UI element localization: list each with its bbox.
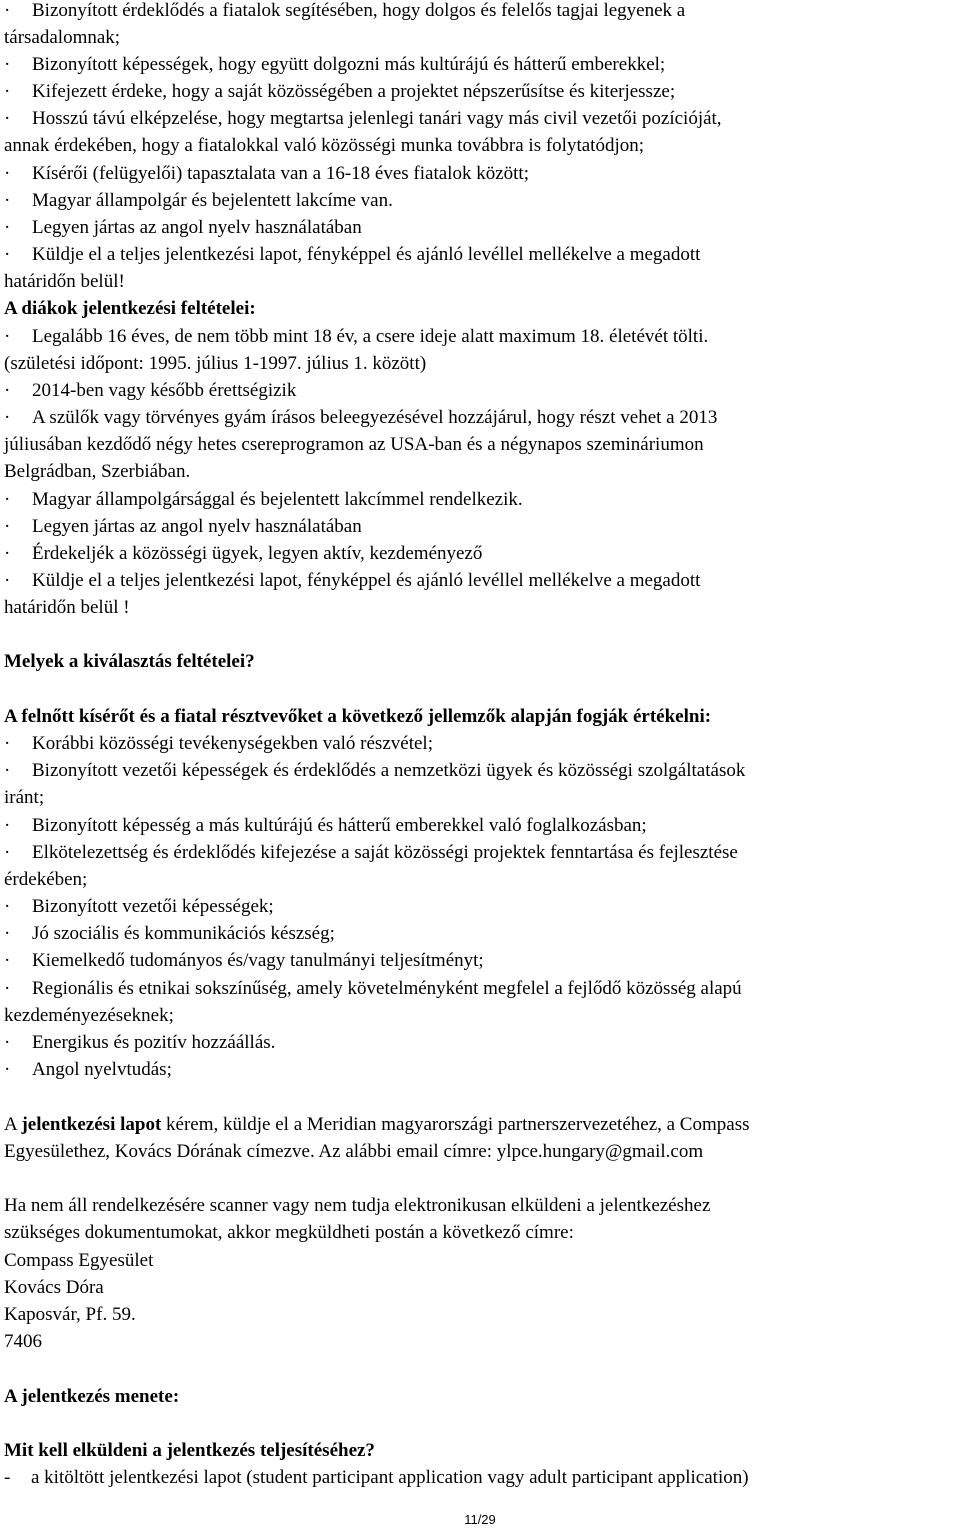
bullet-dot-icon: · <box>4 1032 11 1053</box>
bullet-dot-icon: · <box>4 815 11 836</box>
text-line <box>4 1005 174 1027</box>
bullet-dot-icon: · <box>4 380 11 401</box>
line-text: Ha nem áll rendelkezésére scanner vagy nem tudja elektronikusan elküldeni a jelentkezéshez <box>4 1195 711 1216</box>
text-line <box>4 1331 42 1353</box>
line-text: Bizonyított képességek, hogy együtt dolgozni más kultúrájú és hátterű emberekkel; <box>32 54 666 75</box>
line-text: Mit kell elküldeni a jelentkezés teljesítéséhez? <box>4 1440 375 1461</box>
bullet-item <box>4 326 708 348</box>
bullet-item <box>4 489 523 511</box>
line-text: Jó szociális és kommunikációs készség; <box>32 923 335 944</box>
bullet-dot-icon: · <box>4 896 11 917</box>
bullet-item <box>4 842 738 864</box>
bullet-dot-icon: · <box>4 0 11 21</box>
bullet-item <box>4 815 647 837</box>
bullet-dot-icon: · <box>4 923 11 944</box>
text-segment: A <box>4 1114 22 1135</box>
line-text: Egyesülethez, Kovács Dórának címezve. Az alábbi email címre: ylpce.hungary@gmail.com <box>4 1141 704 1162</box>
bullet-dot-icon: · <box>4 190 11 211</box>
bullet-dot-icon: · <box>4 81 11 102</box>
emphasis-segment: jelentkezési lapot <box>21 1114 162 1135</box>
line-text: 2014-ben vagy később érettségizik <box>32 380 297 401</box>
bullet-dot-icon: · <box>4 543 11 564</box>
line-text: iránt; <box>4 787 45 808</box>
bullet-dot-icon: · <box>4 1059 11 1080</box>
bullet-dot-icon: · <box>4 217 11 238</box>
line-text: annak érdekében, hogy a fiatalokkal való közösségi munka továbbra is folytatódjon; <box>4 135 645 156</box>
bullet-item <box>4 217 362 239</box>
application-instructions-line <box>4 1114 749 1136</box>
line-text: Melyek a kiválasztás feltételei? <box>4 651 255 672</box>
text-line <box>4 597 130 619</box>
bullet-dot-icon: · <box>4 489 11 510</box>
bullet-dot-icon: · <box>4 733 11 754</box>
line-text: szükséges dokumentumokat, akkor megküldheti postán a következő címre: <box>4 1222 574 1243</box>
text-line <box>4 787 44 809</box>
bullet-dot-icon: · <box>4 326 11 347</box>
text-segment: kérem, küldje el a Meridian magyarországi partnerszervezetéhez, a Compass <box>161 1114 750 1135</box>
line-text: A szülők vagy törvényes gyám írásos beleegyezésével hozzájárul, hogy részt vehet a 2013 <box>32 407 718 428</box>
line-text: Kiemelkedő tudományos és/vagy tanulmányi teljesítményt; <box>32 950 484 971</box>
page-number: 11/29 <box>464 1512 496 1527</box>
bullet-item <box>4 543 482 565</box>
bullet-item <box>4 570 700 592</box>
dash-marker: - <box>4 1467 11 1488</box>
bullet-item <box>4 54 665 76</box>
bullet-item <box>4 190 393 212</box>
line-text: Korábbi közösségi tevékenységekben való részvétel; <box>32 733 433 754</box>
bullet-dot-icon: · <box>4 760 11 781</box>
bullet-item <box>4 380 296 402</box>
section-heading <box>4 651 255 673</box>
text-line <box>4 135 644 157</box>
bullet-dot-icon: · <box>4 54 11 75</box>
bullet-item <box>4 163 529 185</box>
line-text: Kovács Dóra <box>4 1277 104 1298</box>
bullet-item <box>4 81 675 103</box>
bullet-item <box>4 923 335 945</box>
line-text: Bizonyított képesség a más kultúrájú és hátterű emberekkel való foglalkozásban; <box>32 815 647 836</box>
line-text: A felnőtt kísérőt és a fiatal résztvevőket a következő jellemzők alapján fogják értékelni: <box>4 706 712 727</box>
line-text: Energikus és pozitív hozzáállás. <box>32 1032 276 1053</box>
section-heading <box>4 1440 375 1462</box>
bullet-item <box>4 760 745 782</box>
line-text: Érdekeljék a közösségi ügyek, legyen aktív, kezdeményező <box>32 543 483 564</box>
bullet-item <box>4 733 433 755</box>
bullet-item <box>4 516 362 538</box>
bullet-dot-icon: · <box>4 108 11 129</box>
line-text: Kaposvár, Pf. 59. <box>4 1304 136 1325</box>
bullet-item <box>4 978 742 1000</box>
bullet-dot-icon: · <box>4 950 11 971</box>
bullet-dot-icon: · <box>4 516 11 537</box>
section-heading <box>4 298 256 320</box>
bullet-dot-icon: · <box>4 244 11 265</box>
line-text: A jelentkezés menete: <box>4 1386 180 1407</box>
text-line <box>4 434 704 456</box>
bullet-item <box>4 950 484 972</box>
line-text: kezdeményezéseknek; <box>4 1005 174 1026</box>
bullet-item <box>4 0 685 22</box>
required-document-item <box>4 1467 749 1489</box>
line-text: Küldje el a teljes jelentkezési lapot, fényképpel és ajánló levéllel mellékelve a megadott <box>32 570 701 591</box>
bullet-dot-icon: · <box>4 978 11 999</box>
line-text: Legalább 16 éves, de nem több mint 18 év, a csere ideje alatt maximum 18. életévét tölti. <box>32 326 709 347</box>
line-text: Legyen jártas az angol nyelv használatában <box>32 516 362 537</box>
text-line <box>4 271 125 293</box>
text-line <box>4 27 120 49</box>
text-line <box>4 461 190 483</box>
text-line <box>4 1250 153 1272</box>
line-text: (születési időpont: 1995. július 1-1997. július 1. között) <box>4 353 427 374</box>
section-heading <box>4 1386 179 1408</box>
line-text: társadalomnak; <box>4 27 121 48</box>
line-text: 7406 <box>4 1331 42 1352</box>
bullet-dot-icon: · <box>4 407 11 428</box>
line-text: Angol nyelvtudás; <box>32 1059 172 1080</box>
text-line <box>4 869 87 891</box>
line-text: Kísérői (felügyelői) tapasztalata van a 16-18 éves fiatalok között; <box>32 163 529 184</box>
section-heading <box>4 706 711 728</box>
line-text: Legyen jártas az angol nyelv használatában <box>32 217 362 238</box>
text-line <box>4 353 426 375</box>
line-text: határidőn belül! <box>4 271 125 292</box>
line-text: A diákok jelentkezési feltételei: <box>4 298 256 319</box>
item-text: a kitöltött jelentkezési lapot (student participant application vagy adult participant application) <box>31 1467 749 1488</box>
line-text: Regionális és etnikai sokszínűség, amely követelményként megfelel a fejlődő közösség alapú <box>32 978 742 999</box>
bullet-dot-icon: · <box>4 570 11 591</box>
text-line <box>4 1195 710 1217</box>
text-line <box>4 1141 703 1163</box>
line-text: érdekében; <box>4 869 88 890</box>
bullet-dot-icon: · <box>4 163 11 184</box>
text-line <box>4 1304 136 1326</box>
line-text: Elkötelezettség és érdeklődés kifejezése a saját közösségi projektek fenntartása és fejlesztése <box>32 842 738 863</box>
line-text: Compass Egyesület <box>4 1250 154 1271</box>
bullet-item <box>4 896 274 918</box>
line-text: júliusában kezdődő négy hetes csereprogramon az USA-ban és a négynapos szemináriumon <box>4 434 704 455</box>
text-line <box>4 1277 104 1299</box>
line-text: Belgrádban, Szerbiában. <box>4 461 191 482</box>
bullet-item <box>4 1059 172 1081</box>
line-text: Magyar állampolgársággal és bejelentett lakcímmel rendelkezik. <box>32 489 523 510</box>
line-text: Hosszú távú elképzelése, hogy megtartsa jelenlegi tanári vagy más civil vezetői pozícióját, <box>32 108 722 129</box>
text-line <box>4 1222 574 1244</box>
line-text: határidőn belül ! <box>4 597 130 618</box>
bullet-item <box>4 244 700 266</box>
line-text: Bizonyított vezetői képességek; <box>32 896 274 917</box>
line-text: Bizonyított érdeklődés a fiatalok segítésében, hogy dolgos és felelős tagjai legyenek a <box>32 0 686 21</box>
bullet-dot-icon: · <box>4 842 11 863</box>
line-text: Küldje el a teljes jelentkezési lapot, fényképpel és ajánló levéllel mellékelve a megadott <box>32 244 701 265</box>
line-text: Bizonyított vezetői képességek és érdeklődés a nemzetközi ügyek és közösségi szolgáltatások <box>32 760 746 781</box>
bullet-item <box>4 108 722 130</box>
bullet-item <box>4 407 717 429</box>
line-text: Magyar állampolgár és bejelentett lakcíme van. <box>32 190 393 211</box>
line-text: Kifejezett érdeke, hogy a saját közösségében a projektet népszerűsítse és kiterjessze; <box>32 81 676 102</box>
bullet-item <box>4 1032 275 1054</box>
